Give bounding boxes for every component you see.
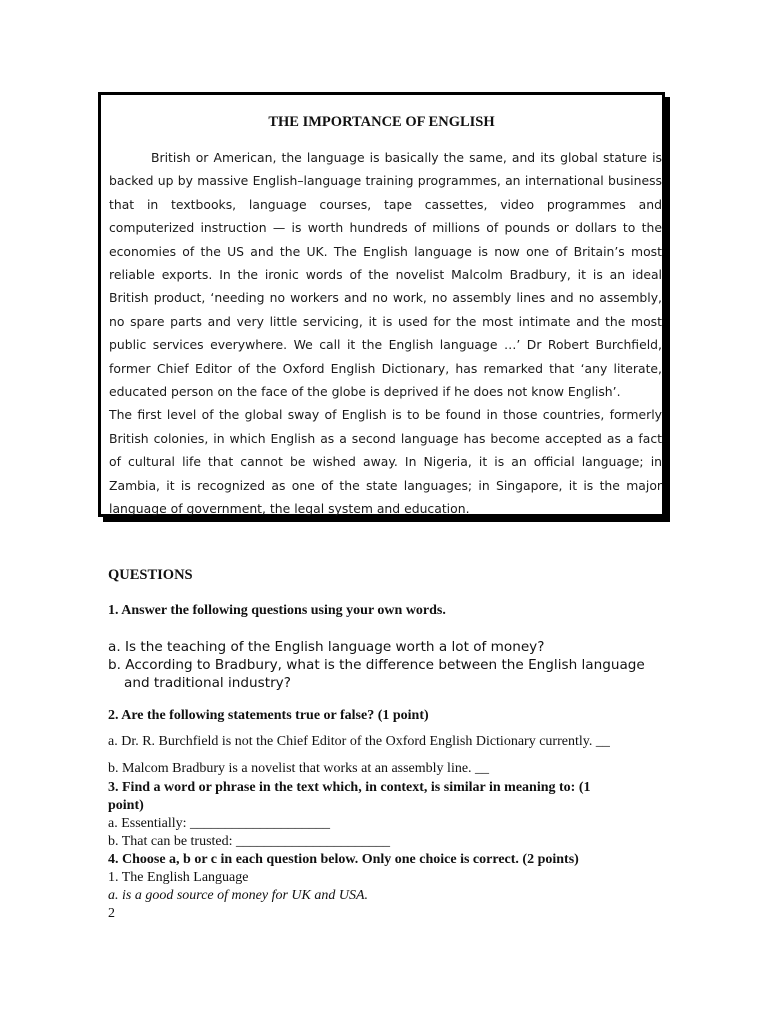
q3-item-a: a. Essentially: ____________________ bbox=[108, 816, 331, 831]
passage-title: THE IMPORTANCE OF ENGLISH bbox=[268, 114, 495, 130]
passage-paragraph-1: British or American, the language is basically the same, and its global stature is backed up by massive English–language training programmes, an international business that in textbooks, language courses, tape cassettes, video programmes and computerized instruction — is worth hundreds of millions of pounds or dollars to the economies of the US and the UK. The English language is now one of Britain’s most reliable exports. In the ironic words of the novelist Malcolm Bradbury, it is an ideal British product, ‘needing no workers and no work, no assembly lines and no assembly, no spare parts and very little servicing, it is used for the most intimate and the most public services everywhere. We call it the English language …’ Dr Robert Burchfield, former Chief Editor of the Oxford English Dictionary, has remarked that ‘any literate, educated person on the face of the globe is deprived if he does not know English’. bbox=[109, 150, 662, 400]
q1-item-a: a. Is the teaching of the English language worth a lot of money? bbox=[108, 639, 545, 655]
passage-body bbox=[109, 146, 662, 521]
q3-title-line1: 3. Find a word or phrase in the text which, in context, is similar in meaning to: (1 bbox=[108, 780, 591, 795]
passage-paragraph-2: The first level of the global sway of English is to be found in those countries, formerly British colonies, in which English as a second language has become accepted as a fact of cultural life that cannot be wished away. In Nigeria, it is an official language; in Zambia, it is recognized as one of the state languages; in Singapore, it is the major language of government, the legal system and education. bbox=[109, 407, 662, 517]
q2-item-a: a. Dr. R. Burchfield is not the Chief Editor of the Oxford English Dictionary currently. __ bbox=[108, 734, 610, 749]
q4-title: 4. Choose a, b or c in each question below. Only one choice is correct. (2 points) bbox=[108, 852, 579, 867]
q2-item-b: b. Malcom Bradbury is a novelist that works at an assembly line. __ bbox=[108, 761, 490, 776]
q2-title: 2. Are the following statements true or false? (1 point) bbox=[108, 708, 429, 723]
q4-item: 1. The English Language bbox=[108, 870, 249, 885]
q1-item-b-line2: and traditional industry? bbox=[124, 675, 291, 691]
q1-item-b-line1: b. According to Bradbury, what is the difference between the English language bbox=[108, 657, 645, 673]
q3-title-line2: point) bbox=[108, 798, 144, 813]
questions-heading: QUESTIONS bbox=[108, 567, 193, 583]
page-number: 2 bbox=[108, 906, 115, 921]
q4-option-a: a. is a good source of money for UK and USA. bbox=[108, 888, 369, 903]
passage-box bbox=[98, 92, 665, 517]
q3-item-b: b. That can be trusted: ______________________ bbox=[108, 834, 391, 849]
q1-title: 1. Answer the following questions using your own words. bbox=[108, 603, 446, 618]
